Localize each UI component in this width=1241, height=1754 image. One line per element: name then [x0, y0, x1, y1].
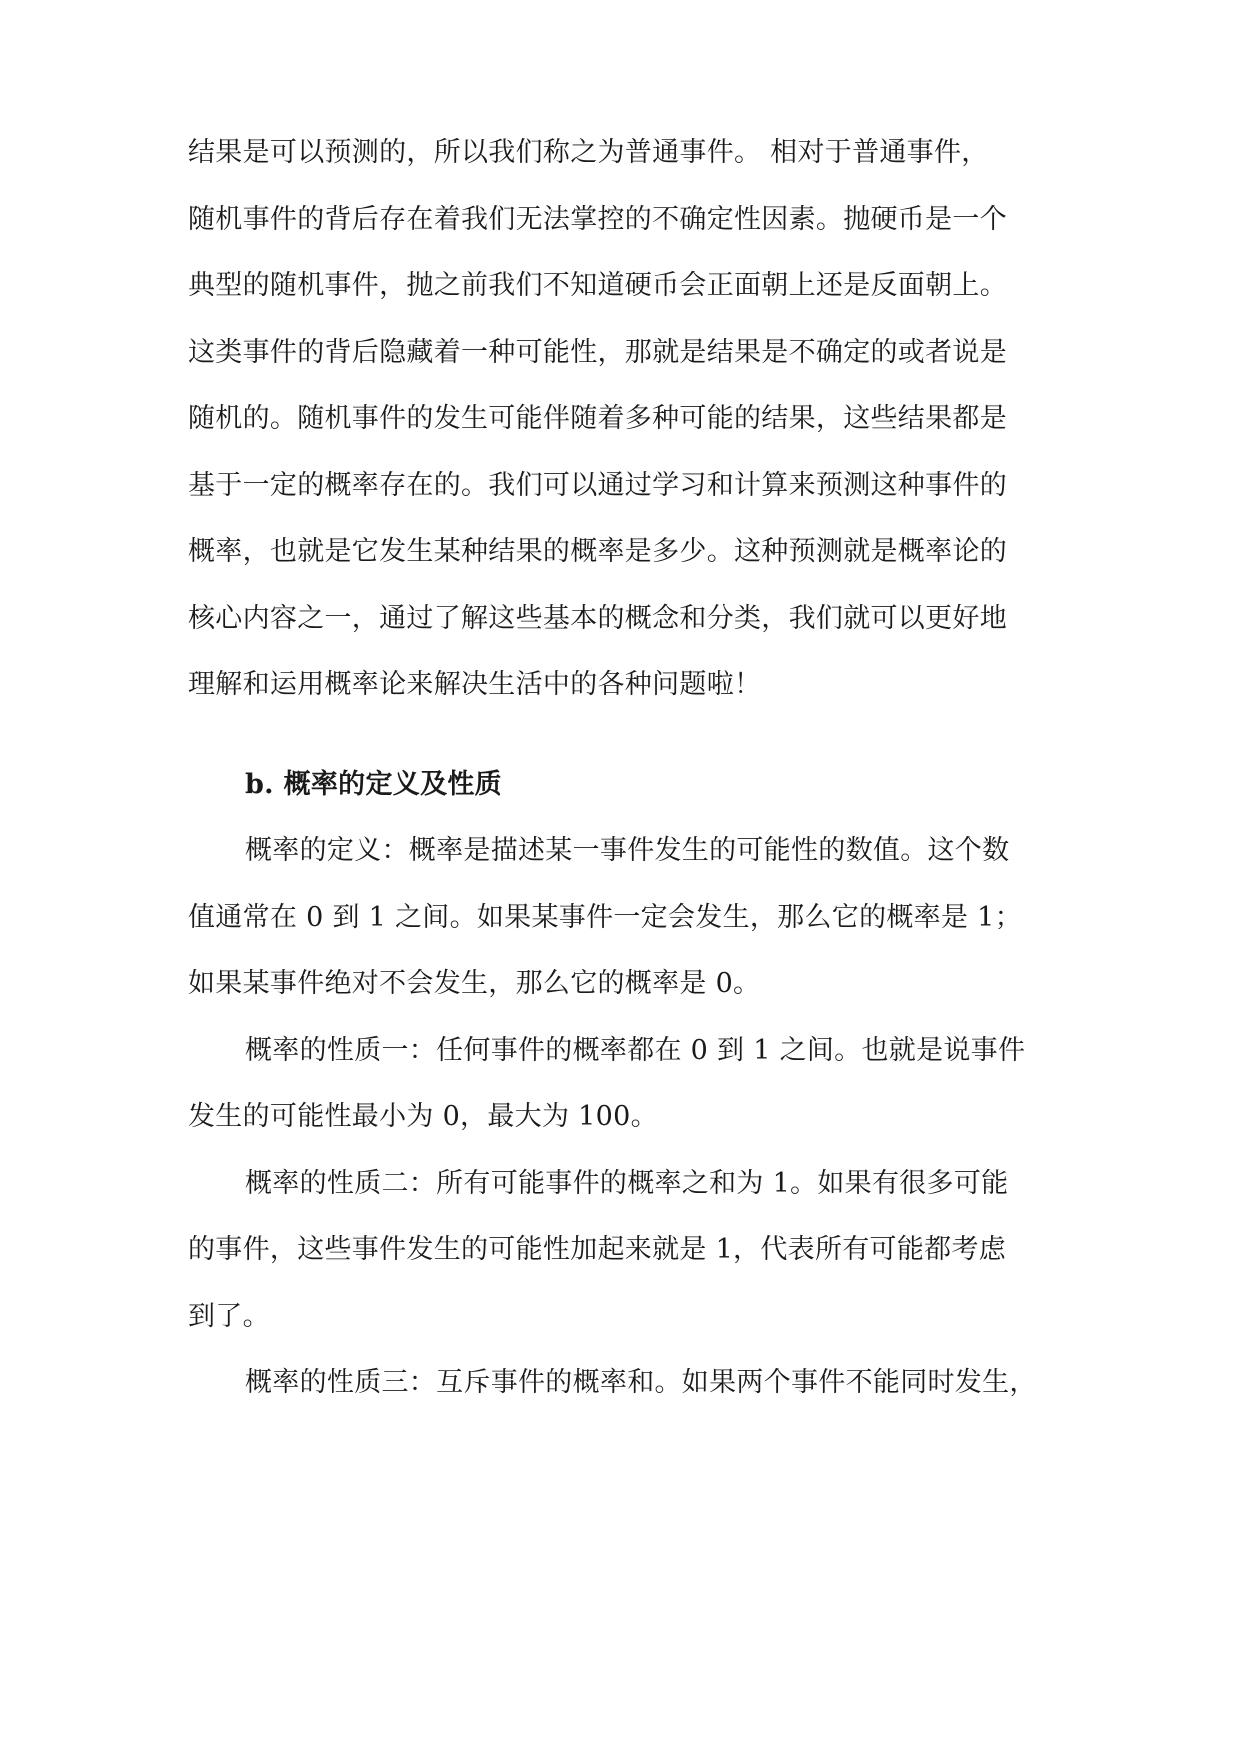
section-heading: b. 概率的定义及性质 [245, 769, 502, 800]
paragraph-line: 核心内容之一，通过了解这些基本的概念和分类，我们就可以更好地 [188, 603, 1007, 634]
property-3-line: 概率的性质三：互斥事件的概率和。如果两个事件不能同时发生， [245, 1367, 1037, 1398]
paragraph-line: 随机的。随机事件的发生可能伴随着多种可能的结果，这些结果都是 [188, 403, 1007, 434]
paragraph-line: 概率，也就是它发生某种结果的概率是多少。这种预测就是概率论的 [188, 536, 1007, 567]
property-2-line: 概率的性质二：所有可能事件的概率之和为 1。如果有很多可能 [245, 1168, 1009, 1199]
paragraph-line: 随机事件的背后存在着我们无法掌控的不确定性因素。抛硬币是一个 [188, 204, 1007, 235]
paragraph-line: 典型的随机事件，抛之前我们不知道硬币会正面朝上还是反面朝上。 [188, 270, 1007, 301]
paragraph-line: 基于一定的概率存在的。我们可以通过学习和计算来预测这种事件的 [188, 470, 1007, 501]
property-2-line: 到了。 [188, 1301, 270, 1332]
definition-line: 如果某事件绝对不会发生，那么它的概率是 0。 [188, 968, 761, 999]
paragraph-line: 结果是可以预测的，所以我们称之为普通事件。 相对于普通事件， [188, 137, 989, 168]
property-1-line: 概率的性质一：任何事件的概率都在 0 到 1 之间。也就是说事件 [245, 1035, 1026, 1066]
property-2-line: 的事件，这些事件发生的可能性加起来就是 1，代表所有可能都考虑 [188, 1234, 1007, 1265]
property-1-line: 发生的可能性最小为 0，最大为 100。 [188, 1101, 658, 1132]
paragraph-line: 理解和运用概率论来解决生活中的各种问题啦！ [188, 669, 762, 700]
definition-line: 值通常在 0 到 1 之间。如果某事件一定会发生，那么它的概率是 1； [188, 902, 1022, 933]
paragraph-line: 这类事件的背后隐藏着一种可能性，那就是结果是不确定的或者说是 [188, 337, 1007, 368]
definition-line: 概率的定义：概率是描述某一事件发生的可能性的数值。这个数 [245, 835, 1010, 866]
